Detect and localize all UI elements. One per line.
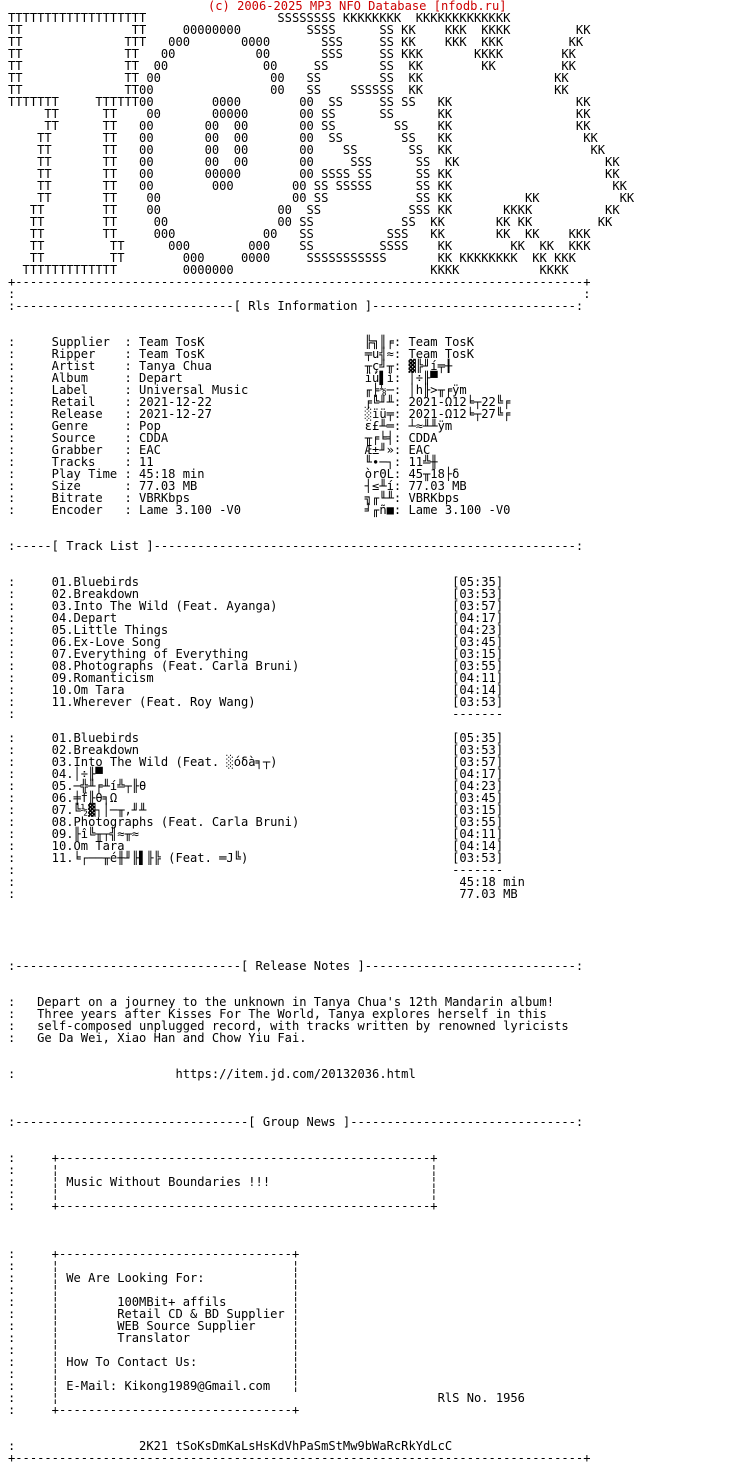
site-credit: (c) 2006-2025 MP3 NFO Database [nfodb.ru] [208, 0, 507, 13]
blank-line [8, 1224, 744, 1236]
dash-line: : ------- [8, 707, 504, 721]
blank-line [8, 1128, 744, 1140]
info-row: : Artist : Tanya Chua ╥ç╝╥: ▓╠╜í╤╂ [8, 359, 453, 373]
track-row: : 09.Romanticism [04:11] [8, 671, 504, 685]
track-row-alt: : 09.╟î╚╥┬╣≈╥≈ [04:11] [8, 827, 504, 841]
release-notes-line: : self-composed unplugged record, with tracks written by renowned lyricists [8, 1019, 569, 1033]
ascii-logo-row: TT TT00 00 SS SSSSSS KK KK [8, 83, 569, 97]
blank-line [8, 312, 744, 324]
track-row-alt: : 01.Bluebirds [05:35] [8, 731, 504, 745]
ascii-logo-row: TT TT 00 00000 00 SSSS SS SS KK KK [8, 167, 620, 181]
track-row: : 10.Om Tara [04:14] [8, 683, 504, 697]
info-row: : Encoder : Lame 3.100 -V0 ╛╓ñ■: Lame 3.100 -V0 [8, 503, 511, 517]
blank-line [8, 1212, 744, 1224]
ascii-logo-row: TT TT 00 00 SS SS KK KK [8, 71, 569, 85]
ascii-logo-row: TT TT 00 00 00 00 SSS SS KK KK [8, 155, 620, 169]
track-list-header: :-----[ Track List ]----------------------------------------------------------: [8, 539, 584, 553]
box1-line: : ¦ ¦ [8, 1163, 438, 1177]
box2-line: : ¦ ¦ [8, 1259, 300, 1273]
release-notes-line: : Three years after Kisses For The World, Tanya explores herself in this [8, 1007, 547, 1021]
blank-line [8, 1044, 744, 1056]
ascii-logo-row: TT TT 00 00 SS SSS KK KKKK KK [8, 203, 620, 217]
track-row-alt: : 06.╪f╟θ╕Ω [03:45] [8, 791, 504, 805]
track-row: : 04.Depart [04:17] [8, 611, 504, 625]
info-row: : Ripper : Team TosK ╤u╣≈: Team TosK [8, 347, 474, 361]
info-row: : Tracks : 11 ╙∙─┐: 11╩╫ [8, 455, 438, 469]
box2-item: : ¦ Retail CD & BD Supplier ¦ [8, 1307, 300, 1321]
ascii-logo-row: TT TT 000 000 SS SSSS KK KK KK KKK [8, 239, 591, 253]
footer-line: : 2K21 tSoKsDmKaLsHsKdVhPaSmStMw9bWaRcRkYdLcC [8, 1439, 453, 1453]
box2-line: : ¦ ¦ [8, 1367, 300, 1381]
box2-border: : +--------------------------------+ [8, 1403, 300, 1417]
box2-looking: : ¦ We Are Looking For: ¦ [8, 1271, 300, 1285]
info-row: : Release : 2021-12-27 ░ïü╤: 2021-Ω12╘┬27╚╒ [8, 407, 511, 421]
info-row: : Genre : Pop ε£╨═: ┴≈╨╨ÿm [8, 419, 453, 433]
ascii-logo-row: TT TTT 000 0000 SSS SS KK KKK KKK KK [8, 35, 584, 49]
box2-line: : ¦ ¦ [8, 1343, 300, 1357]
track-row-alt: : 11.╘┌──╥é╫╜╟▌╟╠ (Feat. ═J╚) [03:53] [8, 851, 504, 865]
total-time: : 45:18 min [8, 875, 525, 889]
track-row-alt: : 10.Om Tara [04:14] [8, 839, 504, 853]
track-row: : 05.Little Things [04:23] [8, 623, 504, 637]
info-row: : Label : Universal Music ╓╞⅛─: │h╟>╥╒ÿm [8, 383, 467, 397]
frame-line: : : [8, 287, 591, 301]
blank-line [8, 1080, 744, 1092]
box2-line-rlsno: : ¦ RlS No. 1956 [8, 1391, 525, 1405]
box2-line: : ¦ ¦ [8, 1283, 300, 1297]
track-row-alt: : 04.│÷╟▀ [04:17] [8, 767, 504, 781]
box2-item: : ¦ Translator ¦ [8, 1331, 300, 1345]
top-separator: +------------------------------------------------------------------------------+ [8, 275, 591, 289]
release-notes-line: : Depart on a journey to the unknown in Tanya Chua's 12th Mandarin album! [8, 995, 555, 1009]
ascii-logo-row: TT TT 00 00 SSS SS KKK KKKK KK [8, 47, 576, 61]
group-news-header: :--------------------------------[ Group News ]-------------------------------: [8, 1115, 584, 1129]
release-notes-line: : Ge Da Wei, Xiao Han and Chow Yiu Fai. [8, 1031, 307, 1045]
blank-line [8, 516, 744, 528]
track-row: : 06.Ex-Love Song [03:45] [8, 635, 504, 649]
ascii-logo-row: TT TT 000 00 SS SSS KK KK KK KKK [8, 227, 591, 241]
info-row: : Size : 77.03 MB ┤≤╨í: 77.03 MB [8, 479, 467, 493]
track-row-alt: : 07.╚½▓┐│─╥,╜╨ [03:15] [8, 803, 504, 817]
ascii-logo-row: TT TT 00 00 SS SS KK KK KK [8, 191, 635, 205]
info-row: : Retail : 2021-12-22 ╒╚╜╨: 2021-Ω12╘┬22╚╒ [8, 395, 511, 409]
ascii-logo-row: TT TT 00 00 00 00 SS SS KK KK [8, 143, 606, 157]
blank-line [8, 936, 744, 948]
info-row: : Grabber : EAC Æ±╜»: EAC [8, 443, 431, 457]
blank-line [8, 1416, 744, 1428]
ascii-logo-row: TTTTTTTTTTTTT 0000000 KKKK KKKK [8, 263, 569, 277]
info-row: : Source : CDDA ╥╒╘╡: CDDA [8, 431, 438, 445]
release-url: : https://item.jd.com/20132036.html [8, 1067, 416, 1081]
info-row: : Supplier : Team TosK ╠╗║╒: Team TosK [8, 335, 474, 349]
ascii-logo-row: TT TT 00 00 00 00 SS SS KK KK [8, 119, 591, 133]
box2-border: : +--------------------------------+ [8, 1247, 300, 1261]
info-row: : Play Time : 45:18 min òrΘL: 45╥18├δ [8, 467, 460, 481]
ascii-logo-row: TT TT 00 00 SS SS KK KK KK [8, 59, 576, 73]
box2-contact: : ¦ How To Contact Us: ¦ [8, 1355, 300, 1369]
box2-email: : ¦ E-Mail: Kikong1989@Gmail.com ¦ [8, 1379, 300, 1393]
ascii-logo-row: TT TT 00000000 SSSS SS KK KKK KKKK KK [8, 23, 591, 37]
blank-line [8, 1092, 744, 1104]
track-row-alt: : 03.Into The Wild (Feat. ░óδà╕┬) [03:57] [8, 755, 504, 769]
info-row: : Bitrate : VBRKbps ╗╓╙╨: VBRKbps [8, 491, 460, 505]
track-row: : 02.Breakdown [03:53] [8, 587, 504, 601]
track-row: : 07.Everything of Everything [03:15] [8, 647, 504, 661]
track-row: : 08.Photographs (Feat. Carla Bruni) [03:55] [8, 659, 504, 673]
ascii-logo-row: TT TT 000 0000 SSSSSSSSSSS KK KKKKKKKK KK KKK [8, 251, 576, 265]
box2-item: : ¦ WEB Source Supplier ¦ [8, 1319, 300, 1333]
dash-line: : ------- [8, 863, 504, 877]
track-row-alt: : 08.Photographs (Feat. Carla Bruni) [03:55] [8, 815, 504, 829]
ascii-logo-row: TTTTTTT TTTTTT00 0000 00 SS SS SS KK KK [8, 95, 591, 109]
release-notes-header: :-------------------------------[ Release Notes ]-----------------------------: [8, 959, 584, 973]
track-row: : 11.Wherever (Feat. Roy Wang) [03:53] [8, 695, 504, 709]
ascii-logo-row: TT TT 00 000 00 SS SSSSS SS KK KK [8, 179, 627, 193]
bottom-separator: +------------------------------------------------------------------------------+ [8, 1451, 591, 1464]
blank-line [8, 924, 744, 936]
ascii-logo-row: TT TT 00 00000 00 SS SS KK KK [8, 107, 591, 121]
blank-line [8, 900, 744, 912]
box1-border: : +---------------------------------------------------+ [8, 1151, 438, 1165]
track-row: : 03.Into The Wild (Feat. Ayanga) [03:57] [8, 599, 504, 613]
box2-item: : ¦ 100MBit+ affils ¦ [8, 1295, 300, 1309]
track-row: : 01.Bluebirds [05:35] [8, 575, 504, 589]
blank-line [8, 912, 744, 924]
ascii-logo-row: TT TT 00 00 SS SS KK KK KK KK [8, 215, 613, 229]
blank-line [8, 552, 744, 564]
box1-line: : ¦ ¦ [8, 1187, 438, 1201]
rls-info-header: :------------------------------[ Rls Information ]----------------------------: [8, 299, 584, 313]
ascii-logo-row: TTTTTTTTTTTTTTTTTTT SSSSSSSS KKKKKKKK KKKKKKKKKKKKK [8, 11, 511, 25]
track-row-alt: : 05.─╬╨╒╨í╩┬╟θ [04:23] [8, 779, 504, 793]
total-size: : 77.03 MB [8, 887, 518, 901]
info-row: : Album : Depart ïú▌ì: │÷╟▀ [8, 371, 438, 385]
box1-text: : ¦ Music Without Boundaries !!! ¦ [8, 1175, 438, 1189]
track-row-alt: : 02.Breakdown [03:53] [8, 743, 504, 757]
blank-line [8, 972, 744, 984]
ascii-logo-row: TT TT 00 00 00 00 SS SS KK KK [8, 131, 598, 145]
box1-border: : +---------------------------------------------------+ [8, 1199, 438, 1213]
